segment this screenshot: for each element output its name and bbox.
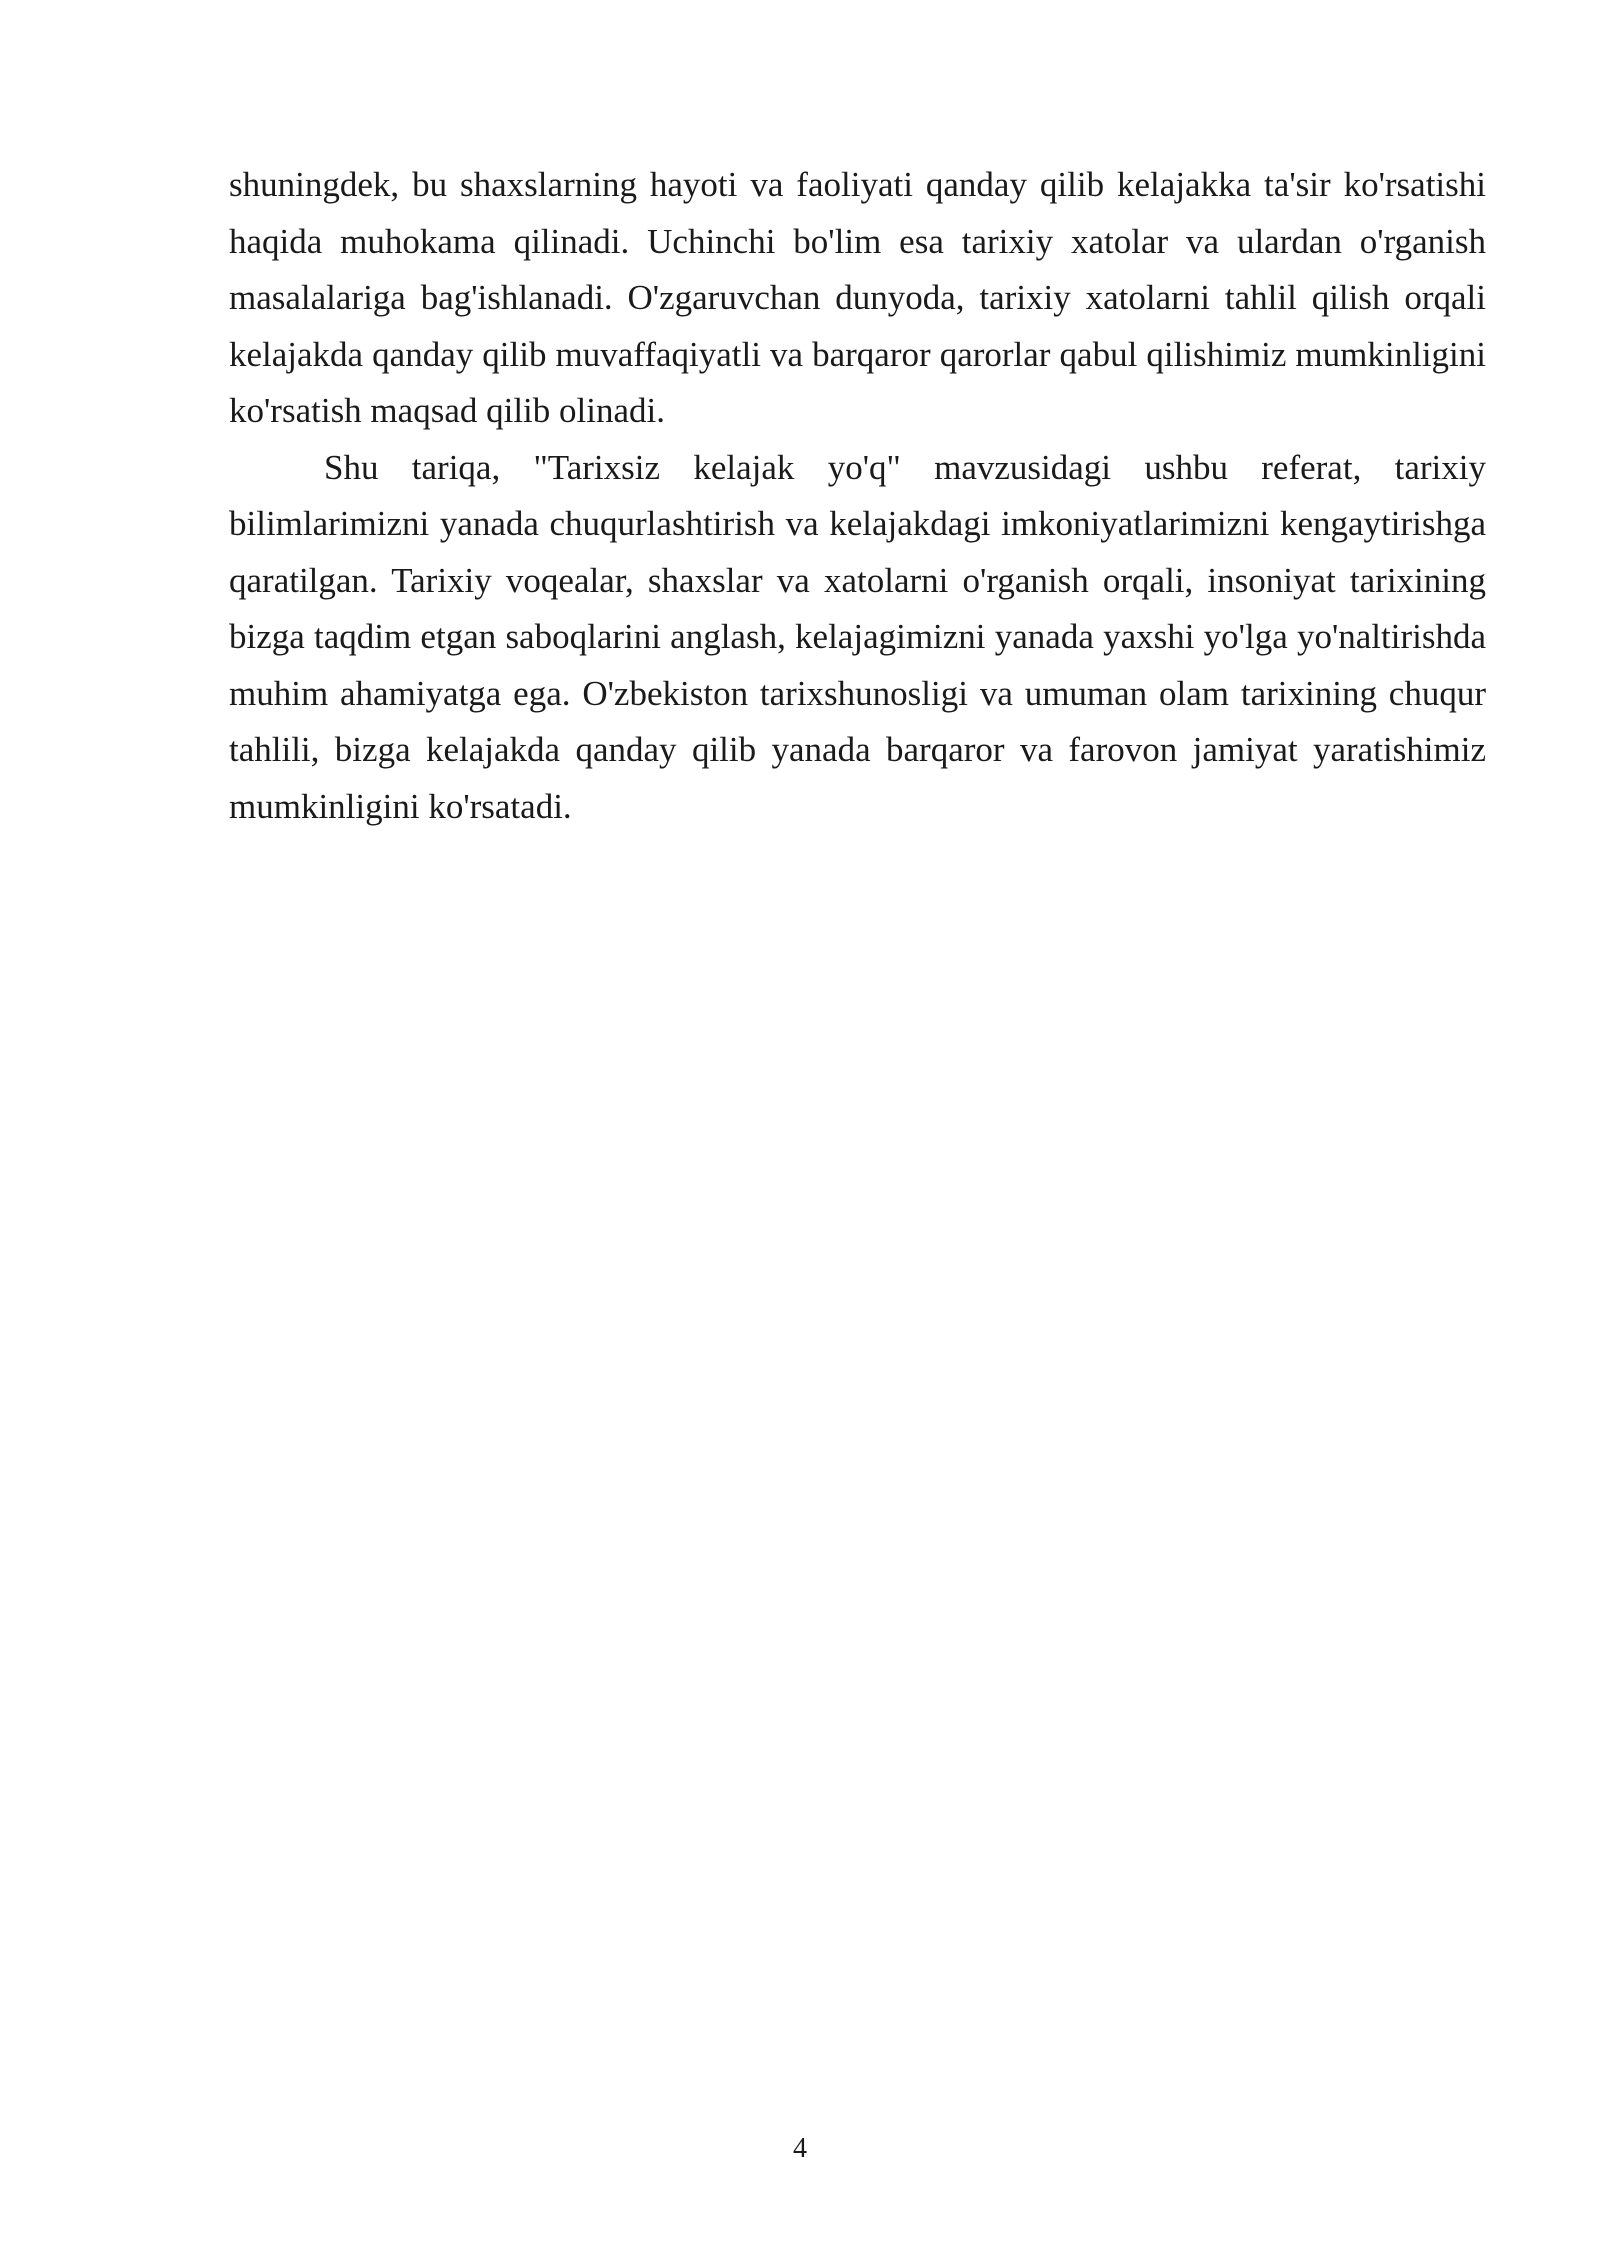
paragraph-conclusion: Shu tariqa, "Tarixsiz kelajak yo'q" mavzusidagi ushbu referat, tarixiy bilimlarimizni yanada chuqurlashtirish va kelajakdagi imkoniyatlarimizni kengaytirishga qaratilgan. Tarixiy voqealar, shaxslar va xatolarni o'rganish orqali, insoniyat tarixining bizga taqdim etgan saboqlarini anglash, kelajagimizni yanada yaxshi yo'lga yo'naltirishda muhim ahamiyatga ega. O'zbekiston tarixshunosligi va umuman olam tarixining chuqur tahlili, bizga kelajakda qanday qilib yanada barqaror va farovon jamiyat yaratishimiz mumkinligini ko'rsatadi. (229, 447, 1486, 826)
body-text (229, 157, 1486, 835)
page-number: 4 (793, 2133, 807, 2164)
paragraph-continuation: shuningdek, bu shaxslarning hayoti va faoliyati qanday qilib kelajakka ta'sir ko'rsatishi haqida muhokama qilinadi. Uchinchi bo'lim esa tarixiy xatolar va ulardan o'rganish masalalariga bag'ishlanadi. O'zgaruvchan dunyoda, tarixiy xatolarni tahlil qilish orqali kelajakda qanday qilib muvaffaqiyatli va barqaror qarorlar qabul qilishimiz mumkinligini ko'rsatish maqsad qilib olinadi. (229, 165, 1486, 430)
